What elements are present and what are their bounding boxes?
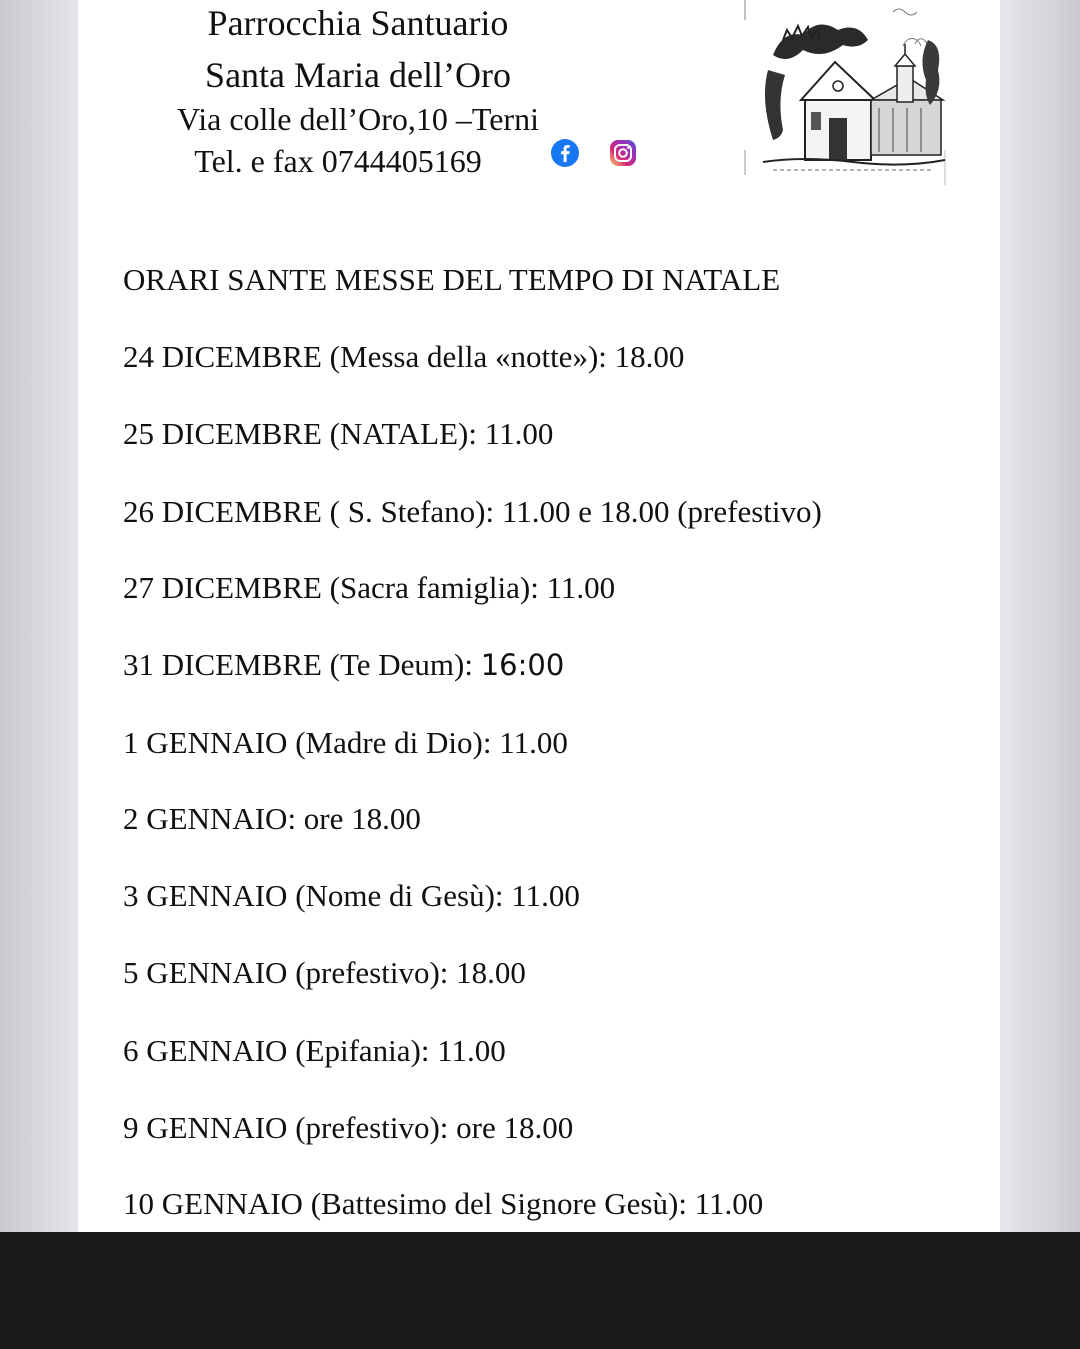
bottom-bar: [0, 1232, 1080, 1349]
schedule-item: 5 GENNAIO (prefestivo): 18.00: [123, 955, 526, 990]
schedule-item: 10 GENNAIO (Battesimo del Signore Gesù): 11.00: [123, 1186, 764, 1221]
parish-address: Via colle dell’Oro,10 –Terni: [177, 101, 539, 137]
schedule-item: 24 DICEMBRE (Messa della «notte»): 18.00: [123, 339, 685, 374]
instagram-icon[interactable]: [608, 138, 638, 168]
facebook-icon[interactable]: [550, 138, 580, 168]
schedule-item: 26 DICEMBRE ( S. Stefano): 11.00 e 18.00 (prefestivo): [123, 494, 822, 529]
schedule-item-time: 16:00: [480, 648, 565, 682]
schedule-item: 27 DICEMBRE (Sacra famiglia): 11.00: [123, 570, 616, 605]
schedule-item: 3 GENNAIO (Nome di Gesù): 11.00: [123, 878, 580, 913]
parish-name-line1: Parrocchia Santuario: [207, 3, 509, 43]
schedule-item: 1 GENNAIO (Madre di Dio): 11.00: [123, 725, 568, 760]
parish-phone: Tel. e fax 0744405169: [194, 143, 482, 179]
schedule-item: [123, 647, 564, 683]
flyer-page: [78, 0, 1000, 1232]
schedule-item: 25 DICEMBRE (NATALE): 11.00: [123, 416, 554, 451]
schedule-title: ORARI SANTE MESSE DEL TEMPO DI NATALE: [123, 262, 781, 297]
schedule-item: 6 GENNAIO (Epifania): 11.00: [123, 1033, 506, 1068]
church-drawing: [683, 0, 948, 185]
parish-name-line2: Santa Maria dell’Oro: [205, 55, 511, 95]
schedule-item-label: 31 DICEMBRE (Te Deum):: [123, 647, 481, 682]
schedule-item: 2 GENNAIO: ore 18.00: [123, 801, 421, 836]
schedule-item: 9 GENNAIO (prefestivo): ore 18.00: [123, 1110, 574, 1145]
